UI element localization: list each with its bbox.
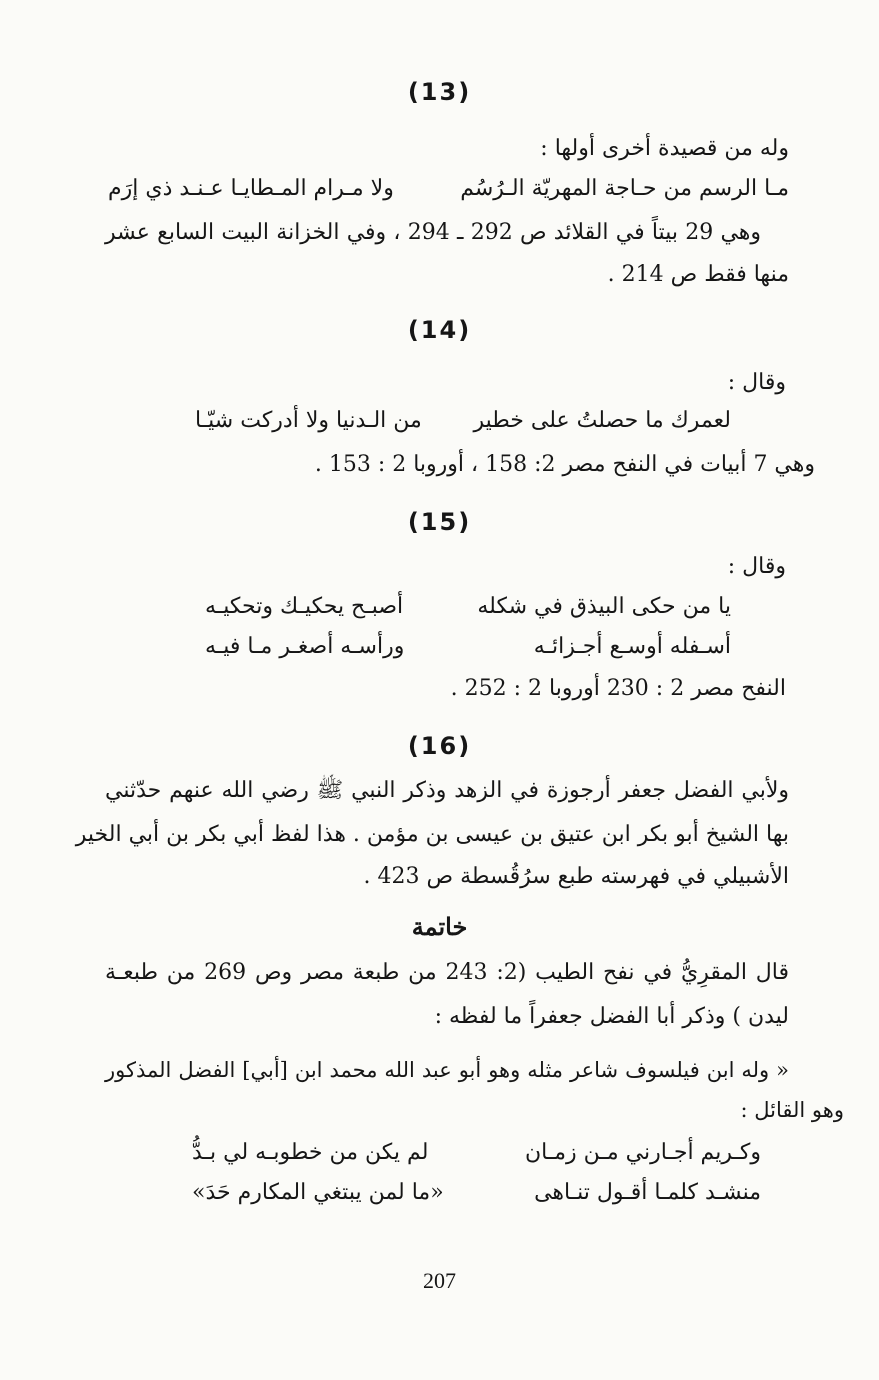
section-14-intro: وقال : bbox=[727, 370, 786, 395]
section-13-verse1-left: ولا مـرام المـطايـا عـنـد ذي إرَم bbox=[108, 176, 394, 201]
page-number: 207 bbox=[423, 1268, 456, 1293]
section-15-verse1-right: يا من حكى البيذق في شكله bbox=[477, 594, 731, 619]
section-13-verse1-right: مـا الرسم من حـاجة المهريّة الـرُسُم bbox=[460, 176, 789, 201]
section-13-intro: وله من قصيدة أخرى أولها : bbox=[540, 136, 789, 161]
conclusion-verse1-left: لم يكن من خطوبـه لي بـدُّ bbox=[192, 1140, 429, 1165]
section-16-line2: بها الشيخ أبو بكر ابن عتيق بن عيسى بن مؤمن . هذا لفظ أبي بكر بن أبي الخير bbox=[75, 822, 789, 847]
section-15-verse2-right: أسـفله أوسـع أجـزائـه bbox=[533, 634, 731, 659]
conclusion-line2: ليدن ) وذكر أبا الفضل جعفراً ما لفظه : bbox=[434, 1004, 789, 1029]
conclusion-quote-line1: « وله ابن فيلسوف شاعر مثله وهو أبو عبد الله محمد ابن [أبي] الفضل المذكور bbox=[105, 1058, 789, 1082]
section-13-note-line2: منها فقط ص 214 . bbox=[607, 262, 789, 287]
section-13-note-line1: وهي 29 بيتاً في القلائد ص 292 ـ 294 ، وفي الخزانة البيت السابع عشر bbox=[105, 220, 762, 245]
section-number-14: (14) bbox=[407, 316, 472, 344]
section-15-intro: وقال : bbox=[727, 554, 786, 579]
section-15-verse1-left: أصبـح يحكيـك وتحكيـه bbox=[205, 594, 404, 619]
conclusion-verse2-left: «ما لمن يبتغي المكارم حَدَ» bbox=[192, 1180, 444, 1205]
section-number-13: (13) bbox=[407, 78, 472, 106]
conclusion-quote-line2: وهو القائل : bbox=[740, 1098, 844, 1122]
section-number-15: (15) bbox=[407, 508, 472, 536]
section-14-verse1-left: من الـدنيا ولا أدركت شيّـا bbox=[195, 408, 422, 433]
conclusion-line1: قال المقرِيُّ في نفح الطيب (2: 243 من طبعة مصر وص 269 من طبعـة bbox=[105, 960, 790, 985]
section-16-line3: الأشبيلي في فهرسته طبع سرُقُسطة ص 423 . bbox=[363, 864, 789, 889]
section-14-verse1-right: لعمرك ما حصلتُ على خطير bbox=[473, 408, 731, 433]
conclusion-heading: خاتمة bbox=[411, 912, 468, 941]
section-14-note: وهي 7 أبيات في النفح مصر 2: 158 ، أوروبا 2 : 153 . bbox=[314, 452, 815, 477]
conclusion-verse1-right: وكـريم أجـارني مـن زمـان bbox=[524, 1140, 761, 1165]
section-15-note: النفح مصر 2 : 230 أوروبا 2 : 252 . bbox=[450, 676, 786, 701]
section-16-line1: ولأبي الفضل جعفر أرجوزة في الزهد وذكر النبي ﷺ رضي الله عنهم حدّثني bbox=[105, 778, 789, 803]
conclusion-verse2-right: منشـد كلمـا أقـول تنـاهى bbox=[534, 1180, 761, 1205]
section-number-16: (16) bbox=[407, 732, 472, 760]
section-15-verse2-left: ورأسـه أصغـر مـا فيـه bbox=[205, 634, 405, 659]
